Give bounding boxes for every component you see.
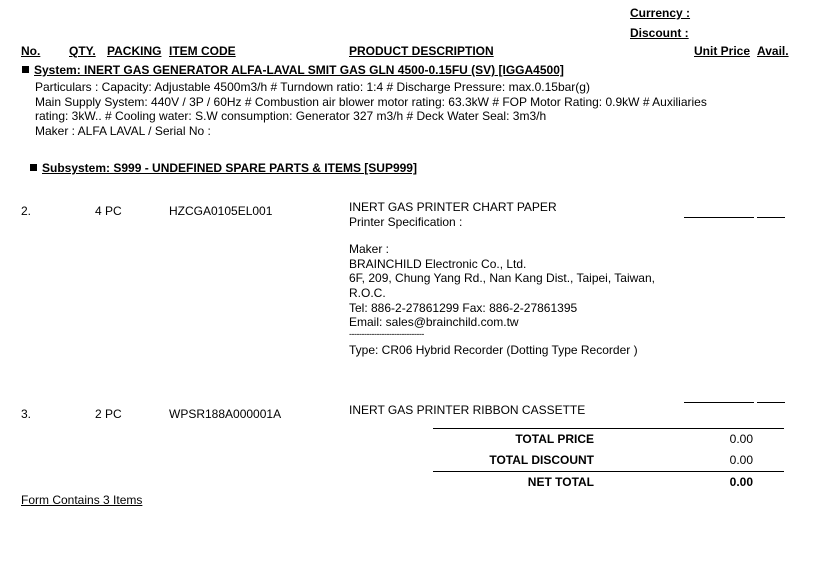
col-qty: QTY. <box>69 44 96 58</box>
item-no: 3. <box>21 407 32 421</box>
col-item-code: ITEM CODE <box>169 44 236 58</box>
total-discount-label: TOTAL DISCOUNT <box>489 453 594 467</box>
item-qty: 2 PC <box>95 407 122 421</box>
col-packing: PACKING <box>107 44 162 58</box>
net-total-value: 0.00 <box>729 475 753 489</box>
system-title: System: INERT GAS GENERATOR ALFA-LAVAL SMIT GAS GLN 4500-0.15FU (SV) [IGGA4500] <box>34 63 564 77</box>
subsystem-title: Subsystem: S999 - UNDEFINED SPARE PARTS & ITEMS [SUP999] <box>42 161 417 175</box>
currency-label: Currency : <box>630 6 691 20</box>
net-total-label: NET TOTAL <box>527 475 594 489</box>
item-description-line: R.O.C. <box>349 285 386 300</box>
item-description-line: Type: CR06 Hybrid Recorder (Dotting Type Recorder ) <box>349 342 638 357</box>
col-avail: Avail. <box>757 44 789 58</box>
item-description-line: Maker : <box>349 242 390 257</box>
total-price-label: TOTAL PRICE <box>515 432 594 446</box>
bullet-square-icon <box>22 66 29 73</box>
item-code: WPSR188A000001A <box>169 407 282 421</box>
unit-price-blank <box>684 217 754 218</box>
total-discount-value: 0.00 <box>729 453 753 467</box>
item-name: INERT GAS PRINTER RIBBON CASSETTE <box>349 403 586 417</box>
form-item-count: Form Contains 3 Items <box>21 493 143 507</box>
col-no: No. <box>21 44 41 58</box>
unit-price-blank <box>684 402 754 403</box>
col-product-description: PRODUCT DESCRIPTION <box>349 44 494 58</box>
item-description-line: Printer Specification : <box>349 214 463 229</box>
item-name: INERT GAS PRINTER CHART PAPER <box>349 200 557 214</box>
item-description-line: Email: sales@brainchild.com.tw <box>349 315 519 330</box>
total-price-value: 0.00 <box>729 432 753 446</box>
item-description-line: BRAINCHILD Electronic Co., Ltd. <box>349 256 527 271</box>
item-code: HZCGA0105EL001 <box>169 204 273 218</box>
system-details <box>35 80 707 138</box>
system-detail-line: Main Supply System: 440V / 3P / 60Hz # Combustion air blower motor rating: 63.3kW # FOP Motor Rating: 0.9kW # Auxiliaries <box>35 94 707 109</box>
col-unit-price: Unit Price <box>694 44 751 58</box>
item-description-line: Tel: 886-2-27861299 Fax: 886-2-27861395 <box>349 300 578 315</box>
item-qty: 4 PC <box>95 204 122 218</box>
system-detail-line: Maker : ALFA LAVAL / Serial No : <box>35 123 211 138</box>
item-description-line: 6F, 209, Chung Yang Rd., Nan Kang Dist., Taipei, Taiwan, <box>349 271 655 286</box>
item-description-line <box>349 229 655 242</box>
avail-blank <box>757 217 785 218</box>
subsystem-heading <box>30 161 417 175</box>
avail-blank <box>757 402 785 403</box>
item-description-separator: ------------------------------ <box>349 328 424 339</box>
discount-label: Discount : <box>630 26 689 40</box>
system-detail-line: Particulars : Capacity: Adjustable 4500m3/h # Turndown ratio: 1:4 # Discharge Pressure: max.0.15bar(g) <box>35 80 590 94</box>
totals-mid-rule <box>433 471 784 472</box>
item-description <box>349 200 655 357</box>
totals-top-rule <box>433 428 784 429</box>
system-heading <box>22 63 564 77</box>
item-no: 2. <box>21 204 32 218</box>
bullet-square-icon <box>30 164 37 171</box>
system-detail-line: rating: 3kW.. # Cooling water: S.W consumption: Generator 327 m3/h # Deck Water Seal: 3m3/h <box>35 109 547 124</box>
